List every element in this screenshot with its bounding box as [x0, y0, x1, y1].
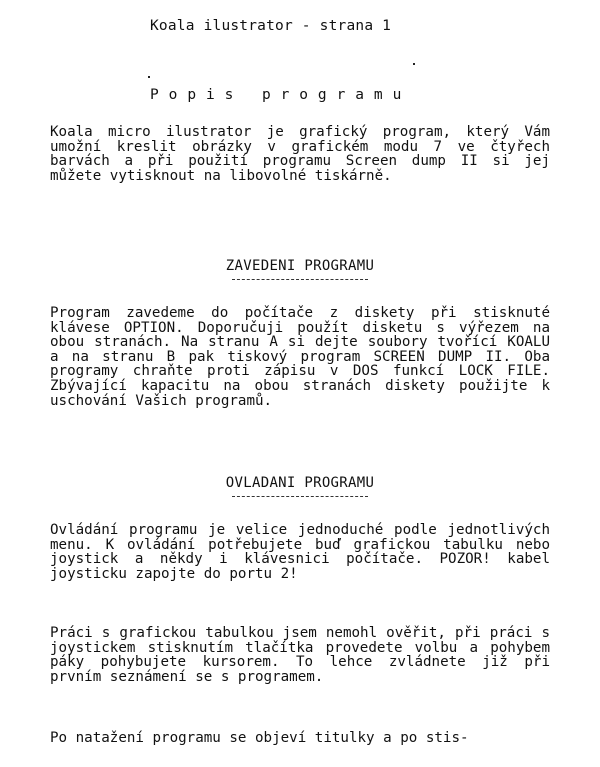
- section-underline: [232, 279, 368, 280]
- section-heading-zavedeni: ZAVEDENI PROGRAMU: [225, 258, 375, 274]
- section-paragraph: Práci s grafickou tabulkou jsem nemohl ověřit, při práci s joystickem stisknutím tlačítka provedete volbu a pohybem páky pohybujete kursorem. To lehce zvládnete již při prvním seznámení se s programem.: [50, 625, 550, 685]
- speck-mark: [413, 63, 415, 65]
- section-paragraph: Ovládání programu je velice jednoduché podle jednotlivých menu. K ovládání potřebujete buď grafickou tabulku nebo joystick a někdy i klávesnici počítače. POZOR! kabel joysticku zapojte do portu 2!: [50, 522, 550, 582]
- speck-mark: [148, 76, 150, 78]
- section-paragraph: Po natažení programu se objeví titulky a po stis-: [50, 730, 469, 746]
- section-underline: [232, 496, 368, 497]
- document-subtitle: P o p i s p r o g r a m u: [150, 87, 402, 103]
- intro-paragraph: Koala micro ilustrator je grafický program, který Vám umožní kreslit obrázky v grafickém modu 7 ve čtyřech barvách a při použití programu Screen dump II si jej můžete vytisknout na libovolné tiskárně.: [50, 124, 550, 184]
- section-heading-ovladani: OVLADANI PROGRAMU: [225, 475, 375, 491]
- page-title: Koala ilustrator - strana 1: [150, 18, 392, 34]
- section-paragraph: Program zavedeme do počítače z diskety při stisknuté klávese OPTION. Doporučuji použít disketu s výřezem na obou stranách. Na stranu A si dejte soubory tvořící KOALU a na stranu B pak tiskový program SCREEN DUMP II. Oba programy chraňte proti zápisu v DOS funkcí LOCK FILE. Zbývající kapacitu na obou stranách diskety použijte k uschování Vašich programů.: [50, 305, 550, 409]
